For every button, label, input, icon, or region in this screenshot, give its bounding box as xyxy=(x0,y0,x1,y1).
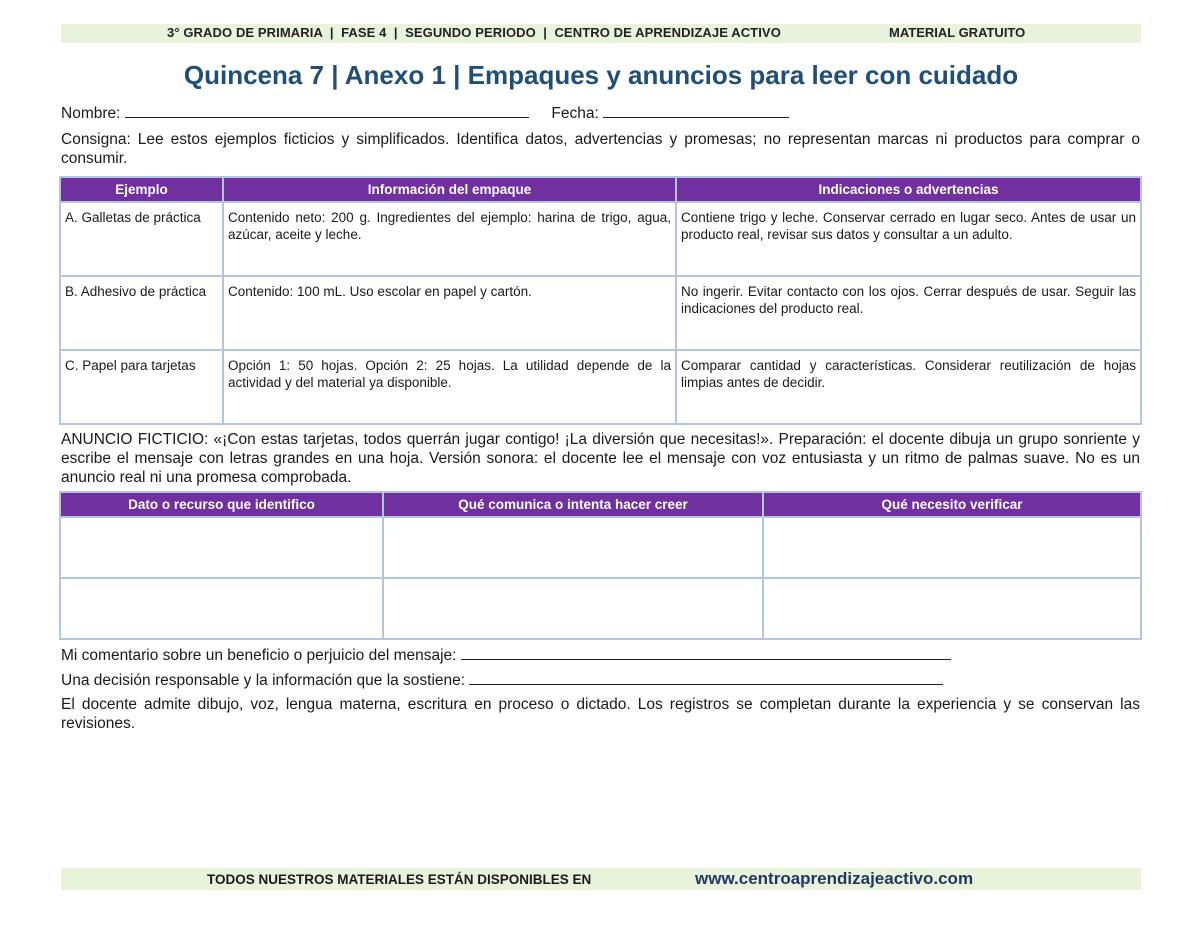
answer-cell[interactable] xyxy=(383,578,763,639)
header-band xyxy=(61,24,1141,43)
decision-line xyxy=(61,670,943,690)
col-header-example: Ejemplo xyxy=(60,177,223,202)
table-cell: Comparar cantidad y características. Considerar reutilización de hojas limpias antes de decidir. xyxy=(676,350,1141,424)
date-label: Fecha: xyxy=(551,105,599,122)
fictional-ad-text: ANUNCIO FICTICIO: «¡Con estas tarjetas, todos querrán jugar contigo! ¡La diversión que necesitas!». Preparación: el docente dibuja un grupo sonriente y escribe el mensaje con letras grandes en una hoja. Versión sonora: el docente lee el mensaje con voz entusiasta y un ritmo de palmas suave. No es un anuncio real ni una promesa comprobada. xyxy=(61,431,1140,486)
col-header-communicates: Qué comunica o intenta hacer creer xyxy=(383,492,763,517)
name-date-line xyxy=(61,103,789,123)
table-cell: Contenido: 100 mL. Uso escolar en papel y cartón. xyxy=(223,276,676,350)
footer-band xyxy=(61,868,1141,890)
instruction-text: Consigna: Lee estos ejemplos ficticios y simplificados. Identifica datos, advertencias y promesas; no representan marcas ni productos para comprar o consumir. xyxy=(61,131,1140,167)
answer-cell[interactable] xyxy=(763,578,1141,639)
header-grade-info: 3° GRADO DE PRIMARIA | FASE 4 | SEGUNDO PERIODO | CENTRO DE APRENDIZAJE ACTIVO xyxy=(167,25,781,40)
table-cell: B. Adhesivo de práctica xyxy=(60,276,223,350)
table-cell: A. Galletas de práctica xyxy=(60,202,223,276)
packaging-table xyxy=(59,176,1142,425)
table-cell: C. Papel para tarjetas xyxy=(60,350,223,424)
decision-label: Una decisión responsable y la información que la sostiene: xyxy=(61,672,466,689)
analysis-table xyxy=(59,491,1142,640)
table-cell: Contenido neto: 200 g. Ingredientes del ejemplo: harina de trigo, agua, azúcar, aceite y leche. xyxy=(223,202,676,276)
comment-label: Mi comentario sobre un beneficio o perjuicio del mensaje: xyxy=(61,647,457,664)
packaging-table-header xyxy=(60,177,1141,202)
name-field[interactable] xyxy=(125,103,529,118)
closing-text: El docente admite dibujo, voz, lengua materna, escritura en proceso o dictado. Los registros se completan durante la experiencia y se conservan las revisiones. xyxy=(61,696,1140,732)
col-header-verify: Qué necesito verificar xyxy=(763,492,1141,517)
decision-field[interactable] xyxy=(469,670,943,685)
table-row xyxy=(60,350,1141,424)
table-cell: No ingerir. Evitar contacto con los ojos. Cerrar después de usar. Seguir las indicaciones del producto real. xyxy=(676,276,1141,350)
answer-cell[interactable] xyxy=(60,578,383,639)
answer-cell[interactable] xyxy=(383,517,763,578)
col-header-warnings: Indicaciones o advertencias xyxy=(676,177,1141,202)
col-header-resource: Dato o recurso que identifico xyxy=(60,492,383,517)
table-cell: Opción 1: 50 hojas. Opción 2: 25 hojas. La utilidad depende de la actividad y del material ya disponible. xyxy=(223,350,676,424)
footer-url-link[interactable]: www.centroaprendizajeactivo.com xyxy=(695,869,974,888)
name-label: Nombre: xyxy=(61,105,121,122)
table-row xyxy=(60,517,1141,578)
analysis-table-header xyxy=(60,492,1141,517)
table-row xyxy=(60,202,1141,276)
comment-line xyxy=(61,645,951,665)
table-cell: Contiene trigo y leche. Conservar cerrado en lugar seco. Antes de usar un producto real, revisar sus datos y consultar a un adulto. xyxy=(676,202,1141,276)
answer-cell[interactable] xyxy=(60,517,383,578)
answer-cell[interactable] xyxy=(763,517,1141,578)
page-title: Quincena 7 | Anexo 1 | Empaques y anuncios para leer con cuidado xyxy=(183,60,1019,90)
date-field[interactable] xyxy=(603,103,789,118)
table-row xyxy=(60,578,1141,639)
table-row xyxy=(60,276,1141,350)
header-free-material: MATERIAL GRATUITO xyxy=(889,25,1026,40)
footer-text: TODOS NUESTROS MATERIALES ESTÁN DISPONIBLES EN xyxy=(207,872,592,887)
comment-field[interactable] xyxy=(461,645,951,660)
col-header-package-info: Información del empaque xyxy=(223,177,676,202)
